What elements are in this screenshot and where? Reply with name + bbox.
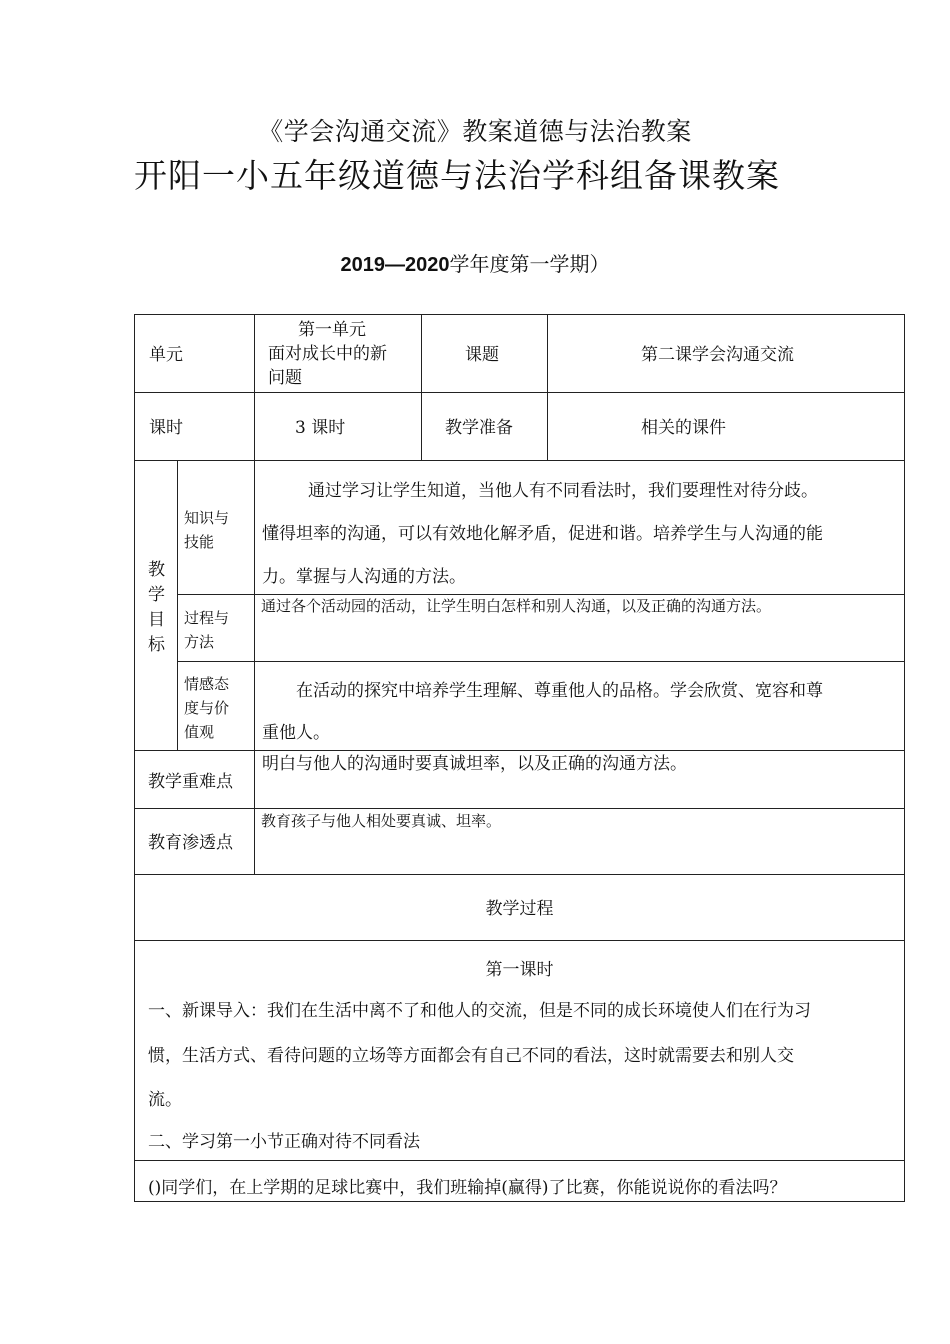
topic-label: 课题 bbox=[465, 345, 499, 365]
column-divider bbox=[254, 314, 255, 875]
section2-heading: 二、学习第一小节正确对待不同看法 bbox=[148, 1132, 420, 1152]
unit-value-line3: 问题 bbox=[268, 368, 302, 388]
process-label-line2: 方法 bbox=[184, 633, 215, 651]
column-divider bbox=[547, 314, 548, 461]
table-border-bottom bbox=[134, 1201, 905, 1202]
prep-value: 相关的课件 bbox=[641, 418, 726, 438]
row-divider bbox=[134, 940, 905, 941]
school-year bbox=[0, 248, 950, 277]
row-divider bbox=[134, 874, 905, 875]
school-year-term: 学年度第一学期） bbox=[449, 252, 610, 276]
emotion-label-line2: 度与价 bbox=[184, 699, 230, 717]
topic-value: 第二课学会沟通交流 bbox=[641, 345, 794, 365]
knowledge-label-line2: 技能 bbox=[184, 533, 215, 551]
process-header: 教学过程 bbox=[485, 899, 554, 919]
unit-label: 单元 bbox=[149, 345, 183, 365]
unit-value-line2: 面对成长中的新 bbox=[268, 344, 387, 364]
column-divider bbox=[421, 314, 422, 461]
row-divider bbox=[134, 460, 905, 461]
intro-text-line2: 惯，生活方式、看待问题的立场等方面都会有自己不同的看法，这时就需要去和别人交 bbox=[148, 1046, 794, 1066]
row-divider bbox=[177, 661, 905, 662]
process-label-line1: 过程与 bbox=[184, 609, 230, 627]
intro-text-line3: 流。 bbox=[148, 1090, 182, 1110]
question-text: ()同学们，在上学期的足球比赛中，我们班输掉(赢得)了比赛，你能说说你的看法吗？ bbox=[148, 1178, 787, 1198]
table-border-top bbox=[134, 314, 905, 315]
knowledge-text-line2: 懂得坦率的沟通，可以有效地化解矛盾，促进和谐。培养学生与人沟通的能 bbox=[262, 524, 823, 544]
school-year-range: 2019—2020 bbox=[340, 254, 450, 276]
infusion-label: 教育渗透点 bbox=[148, 833, 233, 853]
lesson1-title: 第一课时 bbox=[485, 960, 554, 980]
goals-label-char: 标 bbox=[148, 635, 165, 655]
knowledge-text-line1: 通过学习让学生知道，当他人有不同看法时，我们要理性对待分歧。 bbox=[308, 481, 818, 501]
row-divider bbox=[134, 750, 905, 751]
emotion-text-line2: 重他人。 bbox=[262, 723, 330, 743]
emotion-label-line1: 情感态 bbox=[184, 675, 230, 693]
row-divider bbox=[134, 392, 905, 393]
table-border-right bbox=[904, 314, 905, 1202]
key-points-label: 教学重难点 bbox=[148, 772, 233, 792]
emotion-label-line3: 值观 bbox=[184, 723, 215, 741]
hours-value: 3 课时 bbox=[295, 418, 346, 438]
infusion-text: 教育孩子与他人相处要真诚、坦率。 bbox=[261, 812, 502, 830]
table-border-left bbox=[134, 314, 135, 1202]
knowledge-label-line1: 知识与 bbox=[184, 509, 230, 527]
emotion-text-line1: 在活动的探究中培养学生理解、尊重他人的品格。学会欣赏、宽容和尊 bbox=[296, 681, 823, 701]
hours-label: 课时 bbox=[149, 418, 183, 438]
unit-value-line1: 第一单元 bbox=[298, 320, 366, 340]
prep-label: 教学准备 bbox=[445, 418, 513, 438]
goals-label-char: 目 bbox=[148, 610, 165, 630]
document-title: 《学会沟通交流》教案道德与法治教案 bbox=[258, 117, 692, 146]
process-text: 通过各个活动园的活动，让学生明白怎样和别人沟通，以及正确的沟通方法。 bbox=[261, 597, 772, 615]
school-title: 开阳一小五年级道德与法治学科组备课教案 bbox=[134, 156, 780, 195]
row-divider bbox=[134, 808, 905, 809]
column-divider bbox=[177, 460, 178, 751]
goals-label-char: 学 bbox=[148, 585, 165, 605]
knowledge-text-line3: 力。掌握与人沟通的方法。 bbox=[262, 567, 466, 587]
goals-label-char: 教 bbox=[148, 560, 165, 580]
key-points-text: 明白与他人的沟通时要真诚坦率，以及正确的沟通方法。 bbox=[262, 754, 687, 774]
intro-text-line1: 一、新课导入：我们在生活中离不了和他人的交流，但是不同的成长环境使人们在行为习 bbox=[148, 1001, 811, 1021]
